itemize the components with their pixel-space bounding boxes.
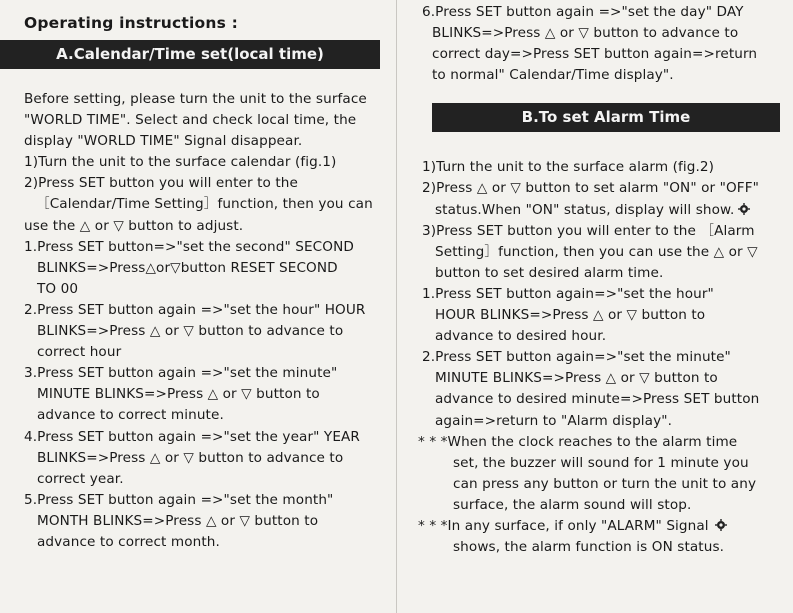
step-line: 4.Press SET button again =>"set the year" YEAR	[24, 428, 360, 445]
step-line: 2.Press SET button again =>"set the hour" HOUR	[24, 301, 366, 318]
step-line: 1.Press SET button=>"set the second" SECOND	[24, 238, 354, 255]
step-line: correct hour	[37, 344, 122, 361]
note-line: set, the buzzer will sound for 1 minute you	[453, 454, 749, 471]
note-line: * * *When the clock reaches to the alarm time	[418, 433, 738, 450]
step-line: advance to desired hour.	[435, 328, 607, 345]
step-line: advance to desired minute=>Press SET button	[435, 391, 760, 408]
step-line: correct year.	[37, 470, 124, 487]
calendar-steps	[24, 237, 382, 553]
step-item	[422, 347, 777, 431]
step-line: MONTH BLINKS=>Press △ or ▽ button to	[37, 512, 319, 529]
step-item	[24, 237, 382, 300]
step-line: 5.Press SET button again =>"set the month"	[24, 491, 334, 508]
note-item	[418, 432, 777, 516]
intro-line: 3)Press SET button you will enter to the ［Alarm	[422, 222, 755, 239]
step-line: to normal" Calendar/Time display".	[432, 67, 674, 84]
alarm-bell-icon	[715, 519, 727, 531]
step-line: 6.Press SET button again =>"set the day" DAY	[422, 4, 744, 20]
alarm-intro	[422, 157, 777, 284]
step-line: MINUTE BLINKS=>Press △ or ▽ button to	[435, 370, 718, 387]
alarm-bell-icon	[738, 203, 750, 215]
intro-text: status.When "ON" status, display will show.	[435, 201, 735, 218]
day-step	[422, 2, 777, 86]
intro-line: ［Calendar/Time Setting］function, then you can	[36, 196, 373, 213]
step-item	[24, 490, 382, 553]
step-item	[24, 427, 382, 490]
intro-line: display "WORLD TIME" Signal disappear.	[24, 133, 303, 150]
section-title-alarm: B.To set Alarm Time	[432, 103, 780, 132]
intro-line: 2)Press SET button you will enter to the	[24, 175, 298, 192]
page-heading: Operating instructions :	[24, 14, 239, 32]
section-title-calendar: A.Calendar/Time set(local time)	[0, 40, 380, 69]
intro-line	[422, 200, 777, 221]
intro-line: Setting］function, then you can use the △ or ▽	[435, 243, 758, 260]
note-line: shows, the alarm function is ON status.	[453, 539, 725, 556]
step-line: advance to correct month.	[37, 533, 220, 550]
step-line: advance to correct minute.	[37, 407, 224, 424]
step-item	[24, 300, 382, 363]
intro-line: 1)Turn the unit to the surface alarm (fig.2)	[422, 159, 715, 176]
intro-line: "WORLD TIME". Select and check local time, the	[24, 112, 357, 129]
intro-line: 2)Press △ or ▽ button to set alarm "ON" or "OFF"	[422, 180, 759, 197]
intro-line: button to set desired alarm time.	[435, 264, 664, 281]
right-page	[398, 0, 793, 613]
note-text: * * *In any surface, if only "ALARM" Signal	[418, 517, 709, 534]
note-item	[418, 516, 777, 558]
calendar-intro	[24, 89, 382, 237]
step-line: BLINKS=>Press △ or ▽ button to advance to	[37, 449, 344, 466]
step-line: BLINKS=>Press △ or ▽ button to advance to	[37, 323, 344, 340]
step-line: TO 00	[37, 280, 79, 297]
alarm-steps	[422, 284, 777, 432]
step-line: 1.Press SET button again=>"set the hour"	[422, 285, 714, 302]
intro-line: use the △ or ▽ button to adjust.	[24, 217, 244, 234]
step-line: again=>return to "Alarm display".	[435, 412, 673, 429]
note-line	[418, 516, 777, 537]
step-line: HOUR BLINKS=>Press △ or ▽ button to	[435, 307, 706, 324]
note-line: can press any button or turn the unit to any	[453, 475, 757, 492]
intro-line: 1)Turn the unit to the surface calendar (fig.1)	[24, 154, 337, 171]
step-line: MINUTE BLINKS=>Press △ or ▽ button to	[37, 386, 320, 403]
step-item	[422, 284, 777, 347]
intro-line: Before setting, please turn the unit to the surface	[24, 91, 367, 107]
alarm-notes	[418, 432, 777, 559]
step-line: 3.Press SET button again =>"set the minute"	[24, 365, 338, 382]
step-line: correct day=>Press SET button again=>return	[432, 46, 758, 63]
step-line: BLINKS=>Press △ or ▽ button to advance to	[432, 25, 739, 42]
step-item	[24, 363, 382, 426]
step-line: 2.Press SET button again=>"set the minute"	[422, 349, 731, 366]
step-line: BLINKS=>Press△or▽button RESET SECOND	[37, 259, 338, 276]
note-line: surface, the alarm sound will stop.	[453, 496, 692, 513]
